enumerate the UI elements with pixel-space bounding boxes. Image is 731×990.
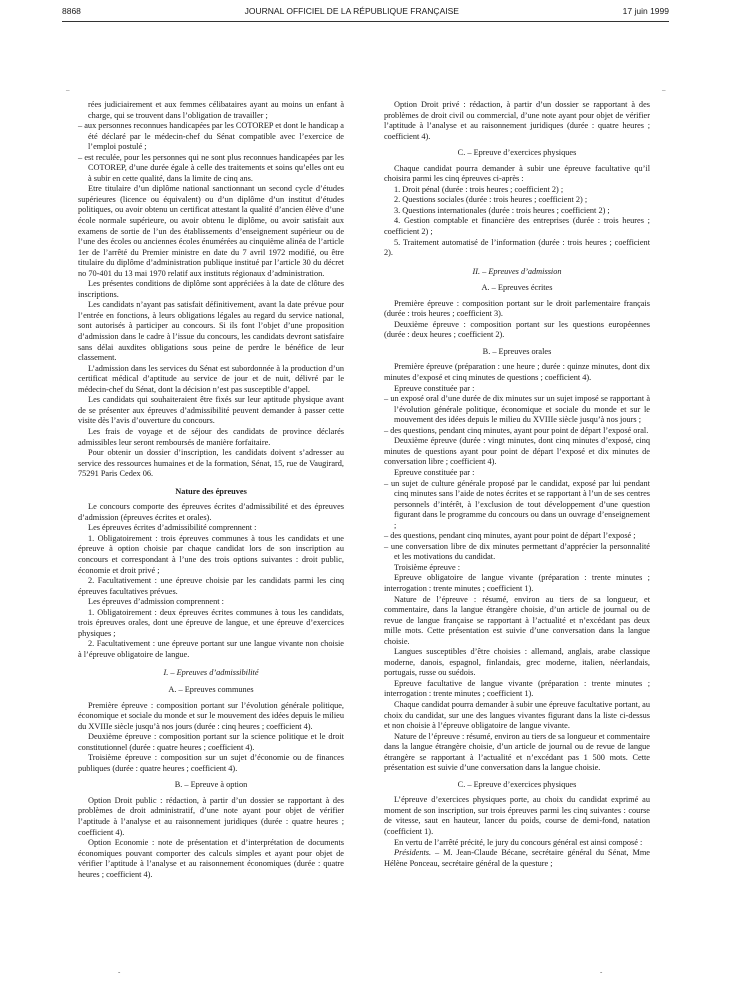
paragraph: Nature de l’épreuve : résumé, environ au tiers de sa longueur et commentaire dans la langue étrangère choisie, d’un article de journal ou de revue de langue étrangère se rapportant à l’actualité et n’excédant pas 1 500 mots. Cette présentation est suivie d’une conversation dans la langue choisie.: [384, 731, 650, 773]
paragraph: Option Droit privé : rédaction, à partir d’un dossier se rapportant à des problèmes de droit civil ou commercial, d’une note ayant pour objet de vérifier l’aptitude à l’analyse et au raisonnement juridiques (durée : quatre heures ; coefficient 4).: [384, 100, 650, 141]
margin-mark: –: [66, 86, 70, 94]
paragraph: Première épreuve : composition portant sur le droit parlementaire français (durée : trois heures ; coefficient 3).: [384, 298, 650, 319]
paragraph: Etre titulaire d’un diplôme national sanctionnant un second cycle d’études supérieures (licence ou équivalent) ou d’un diplôme d’un institut d’études politiques, ou avoir obtenu un certificat attestant la qualité d’ancien élève d’une école normale supérieure, ou avoir obtenu le diplôme, ou avoir satisfait aux examens de sortie de l’un des établissements d’enseignement supérieur ou de l’une des écoles ou anciennes écoles énumérées au cinquième alinéa de l’article 1er de l’arrêté du Premier ministre en date du 7 avril 1972 modifié, ou être titulaire du diplôme d’administration publique institué par l’article 30 du décret no 70-401 du 13 mai 1970 relatif aux instituts régionaux d’administration.: [78, 184, 344, 278]
section-heading: I. – Epreuves d’admissibilité: [163, 668, 259, 678]
header-rule: [62, 21, 669, 22]
subsection-heading: B. – Epreuve à option: [174, 780, 248, 790]
subsection-heading: A. – Epreuves écrites: [481, 283, 553, 293]
paragraph: L’épreuve d’exercices physiques porte, au choix du candidat exprimé au moment de son inscription, sur trois épreuves parmi les cinq suivantes : course de vitesse, saut en hauteur, lancer du poids, course de demi-fond, natation (coefficient 1).: [384, 795, 650, 836]
paragraph: Le concours comporte des épreuves écrites d’admissibilité et des épreuves d’admission (épreuves écrites et orales).: [78, 502, 344, 522]
paragraph: Deuxième épreuve : composition portant sur la science politique et le droit constitutionnel (durée : quatre heures ; coefficient 4).: [78, 732, 344, 752]
paragraph: Deuxième épreuve (durée : vingt minutes, dont cinq minutes d’exposé, cinq minutes de questions ayant pour point de départ l’exposé et dix minutes de conversation libre ; coefficient 4).: [384, 436, 650, 467]
list-item: 4. Gestion comptable et financière des entreprises (durée : trois heures ; coefficient 2) ;: [384, 216, 650, 237]
list-item: – un sujet de culture générale proposé par le candidat, exposé par lui pendant cinq minutes sans l’aide de notes écrites et se rapportant à l’un de ses centres personnels d’intérêt, à l’exclusion de tout développement d’une question figurant dans le programme du concours ou dans un ouvrage d’enseignement ;: [384, 478, 650, 530]
margin-mark: –: [662, 86, 666, 94]
paragraph: Epreuve constituée par :: [394, 383, 475, 393]
jury-members: – M. Jean-Claude Bécane, secrétaire général du Sénat, Mme Hélène Ponceau, secrétaire général de la questure ;: [384, 848, 650, 868]
paragraph: Les candidats qui souhaiteraient être fixés sur leur aptitude physique avant de se présenter aux épreuves d’admissibilité peuvent demander à passer cette visite dès l’avis d’ouverture du concours.: [78, 395, 344, 426]
page-number: 8868: [62, 6, 81, 16]
paragraph: [384, 848, 650, 869]
subsection-heading: C. – Epreuve d’exercices physiques: [457, 779, 577, 789]
paragraph: Pour obtenir un dossier d’inscription, les candidats doivent s’adresser au service des ressources humaines et de la formation, Sénat, 15, rue de Vaugirard, 75291 Paris Cedex 06.: [78, 448, 344, 479]
paragraph: Troisième épreuve :: [394, 562, 461, 572]
paragraph: 1. Obligatoirement : trois épreuves communes à tous les candidats et une épreuve à option choisie par chaque candidat lors de son inscription au concours et correspondant à l’une des trois options suivantes : droit public, économie et droit privé ;: [78, 533, 344, 575]
paragraph: Option Droit public : rédaction, à partir d’un dossier se rapportant à des problèmes de droit administratif, d’une note ayant pour objet de vérifier l’aptitude à l’analyse et au raisonnement juridiques (durée : quatre heures ; coefficient 4).: [78, 795, 344, 837]
paragraph: rées judiciairement et aux femmes célibataires ayant au moins un enfant à charge, qui se trouvent dans l’obligation de travailler ;: [88, 100, 344, 120]
paragraph: L’admission dans les services du Sénat est subordonnée à la production d’un certificat médical d’aptitude au service de jour et de nuit, délivré par le médecin-chef du Sénat, dont la décision n’est pas susceptible d’appel.: [78, 363, 344, 394]
paragraph: Chaque candidat pourra demander à subir une épreuve facultative qu’il choisira parmi les cinq épreuves ci-après :: [384, 163, 650, 184]
section-heading: II. – Epreuves d’admission: [472, 266, 562, 276]
list-item: – un exposé oral d’une durée de dix minutes sur un sujet imposé se rapportant à l’évolution générale politique, économique et sociale du monde et sur le mouvement des idées depuis le milieu du XVIIIe siècle jusqu’à nos jours ;: [384, 394, 650, 425]
subsection-heading: C. – Epreuve d’exercices physiques: [457, 148, 577, 158]
list-item: – des questions, pendant cinq minutes, ayant pour point de départ l’exposé ;: [384, 531, 636, 541]
subsection-heading: B. – Epreuves orales: [482, 346, 552, 356]
right-column: [384, 100, 650, 869]
paragraph: 2. Facultativement : une épreuve choisie par les candidats parmi les cinq épreuves facultatives prévues.: [78, 576, 344, 596]
paragraph: Deuxième épreuve : composition portant sur les questions européennes (durée : deux heures ; coefficient 2).: [384, 319, 650, 340]
subsection-heading: A. – Epreuves communes: [168, 684, 254, 694]
section-heading: Nature des épreuves: [175, 486, 247, 496]
list-item: 2. Questions sociales (durée : trois heures ; coefficient 2) ;: [394, 195, 588, 205]
paragraph: – aux personnes reconnues handicapées par les COTOREP et dont le handicap a été déclaré par le médecin-chef du Sénat compatible avec l’exercice de l’emploi postulé ;: [78, 121, 344, 152]
paragraph: Langues susceptibles d’être choisies : allemand, anglais, arabe classique moderne, danois, espagnol, finlandais, grec moderne, italien, néerlandais, portugais, russe ou suédois.: [384, 647, 650, 678]
paragraph: Première épreuve : composition portant sur l’évolution générale politique, économique et sociale du monde et sur le mouvement des idées depuis le milieu du XVIIIe siècle jusqu’à nos jours (durée : cinq heures ; coefficient 4).: [78, 700, 344, 731]
page-header: [62, 4, 669, 18]
paragraph: Les présentes conditions de diplôme sont appréciées à la date de clôture des inscriptions.: [78, 279, 344, 299]
paragraph: Epreuve obligatoire de langue vivante (préparation : trente minutes ; interrogation : trente minutes ; coefficient 1).: [384, 573, 650, 593]
paragraph: Chaque candidat pourra demander à subir une épreuve facultative portant, au choix du candidat, sur une des langues vivantes figurant dans la liste ci-dessus et non choisie à l’épreuve obligatoire de langue vivante.: [384, 699, 650, 731]
list-item: 1. Droit pénal (durée : trois heures ; coefficient 2) ;: [394, 184, 564, 194]
publication-date: 17 juin 1999: [622, 6, 669, 16]
left-column: [78, 100, 344, 880]
paragraph: Première épreuve (préparation : une heure ; durée : quinze minutes, dont dix minutes d’exposé et cinq minutes de questions ; coefficient 4).: [384, 362, 650, 383]
list-item: – des questions, pendant cinq minutes, ayant pour point de départ l’exposé oral.: [384, 425, 649, 435]
paragraph: Les épreuves d’admission comprennent :: [88, 597, 224, 607]
paragraph: Epreuve constituée par :: [394, 467, 475, 477]
jury-role-label: Présidents.: [394, 848, 432, 858]
paragraph: 2. Facultativement : une épreuve portant sur une langue vivante non choisie à l’épreuve obligatoire de langue.: [78, 639, 344, 659]
list-item: 3. Questions internationales (durée : trois heures ; coefficient 2) ;: [394, 205, 610, 215]
margin-mark: -: [118, 968, 121, 976]
paragraph: – est reculée, pour les personnes qui ne sont plus reconnues handicapées par les COTOREP, d’une durée égale à celle des traitements et soins qu’elles ont eu à subir en cette qualité, dans la limite de cinq ans.: [78, 152, 344, 183]
paragraph: Option Economie : note de présentation et d’interprétation de documents économiques pouvant comporter des calculs simples et ayant pour objet de vérifier l’aptitude à l’analyse et au raisonnement économiques (durée : quatre heures ; coefficient 4).: [78, 838, 344, 879]
list-item: 5. Traitement automatisé de l’information (durée : trois heures ; coefficient 2).: [384, 237, 650, 258]
paragraph: Les épreuves écrites d’admissibilité comprennent :: [88, 523, 257, 533]
journal-title: JOURNAL OFFICIEL DE LA RÉPUBLIQUE FRANÇAISE: [244, 6, 459, 16]
paragraph: En vertu de l’arrêté précité, le jury du concours général est ainsi composé :: [394, 837, 643, 847]
paragraph: Epreuve facultative de langue vivante (préparation : trente minutes ; interrogation : trente minutes ; coefficient 1).: [384, 678, 650, 699]
margin-mark: -: [600, 968, 603, 976]
paragraph: Les candidats n’ayant pas satisfait définitivement, avant la date prévue pour l’entrée en fonctions, à leurs obligations légales au regard du service national, sont autorisés à participer au concours. Si ils font l’objet d’une proposition d’admission dans le cadre à l’issue du concours, les candidats devront satisfaire sans délai auxdites obligations sous peine de perdre le bénéfice de leur classement.: [78, 300, 344, 363]
paragraph: Troisième épreuve : composition sur un sujet d’économie ou de finances publiques (durée : quatre heures ; coefficient 4).: [78, 753, 344, 773]
paragraph: Les frais de voyage et de séjour des candidats de province déclarés admissibles leur seront remboursés de manière forfaitaire.: [78, 426, 344, 447]
paragraph: Nature de l’épreuve : résumé, environ au tiers de sa longueur, et commentaire, dans la langue étrangère choisie, d’un article de journal ou de revue de langue française se rapportant à l’actualité et n’excédant pas deux mille mots. Cette présentation est suivie d’une conversation dans la langue choisie.: [384, 594, 650, 646]
paragraph: 1. Obligatoirement : deux épreuves écrites communes à tous les candidats, trois épreuves orales, dont une épreuve de langue, et une épreuve d’exercices physiques ;: [78, 607, 344, 638]
list-item: – une conversation libre de dix minutes permettant d’apprécier la personnalité et les motivations du candidat.: [384, 541, 650, 562]
